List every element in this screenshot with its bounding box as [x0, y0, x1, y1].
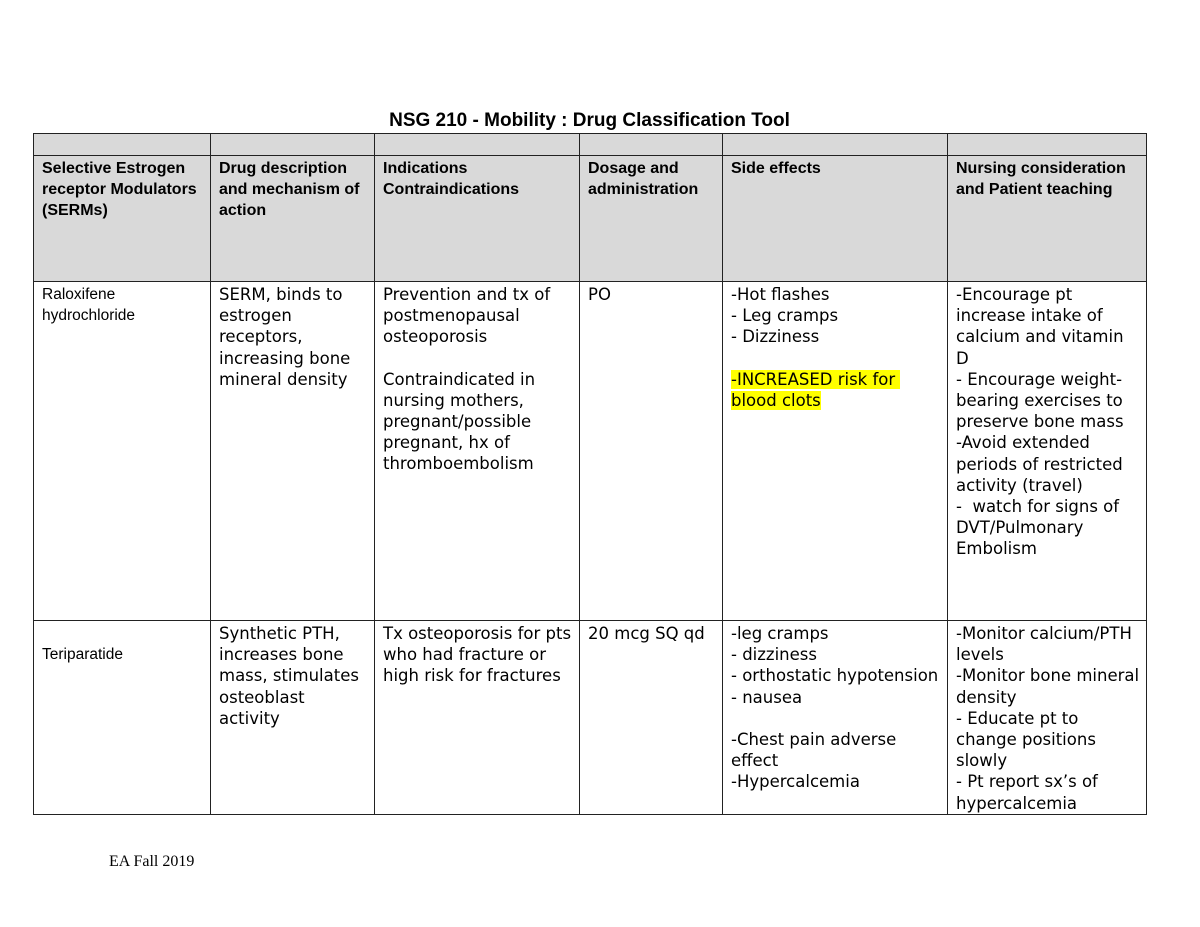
header-label: Drug description and mechanism of action [219, 160, 360, 219]
side-effects-text: -leg cramps - dizziness - orthostatic hypotension - nausea [731, 624, 939, 707]
side-effects-cell [723, 621, 948, 815]
header-cell-class [34, 156, 211, 282]
header-cell-dosage [580, 156, 723, 282]
blank-cell [580, 134, 723, 156]
nursing-cell [948, 282, 1147, 621]
drug-name-cell [34, 621, 211, 815]
blank-header-row [34, 134, 1147, 156]
header-label: Indications Contraindications [383, 160, 520, 198]
dosage-cell [580, 282, 723, 621]
drug-classification-table [33, 133, 1147, 815]
table-header-row [34, 156, 1147, 282]
side-effects-extra: -Chest pain adverse effect -Hypercalcemia [731, 729, 897, 792]
blank-cell [723, 134, 948, 156]
side-effects-warning [731, 369, 941, 411]
table-row [34, 282, 1147, 621]
highlighted-warning: -INCREASED risk for blood clots [731, 369, 901, 410]
side-effects-cell [723, 282, 948, 621]
header-label: Side effects [731, 160, 821, 177]
nursing-cell [948, 621, 1147, 815]
indications-text: Prevention and tx of postmenopausal osteoporosis [383, 285, 556, 347]
nursing-text: -Monitor calcium/PTH levels -Monitor bone mineral density - Educate pt to change positions slowly - Pt report sx’s of hypercalcemia [956, 624, 1140, 813]
side-effects-text: -Hot flashes - Leg cramps - Dizziness [731, 285, 839, 347]
header-label: Nursing consideration and Patient teaching [956, 160, 1126, 198]
header-cell-indications [375, 156, 580, 282]
header-label: Selective Estrogen receptor Modulators (SERMs) [42, 160, 197, 219]
drug-name: Raloxifene hydrochloride [42, 286, 136, 324]
blank-cell [948, 134, 1147, 156]
description-cell [211, 621, 375, 815]
dosage-text: 20 mcg SQ qd [588, 624, 705, 643]
indications-block [375, 282, 579, 475]
document-title: NSG 210 - Mobility : Drug Classification Tool [389, 110, 790, 131]
drug-description: Synthetic PTH, increases bone mass, stimulates osteoblast activity [219, 624, 365, 728]
table-row [34, 621, 1147, 815]
header-cell-nursing [948, 156, 1147, 282]
indications-cell [375, 621, 580, 815]
nursing-text: -Encourage pt increase intake of calcium and vitamin D - Encourage weight-bearing exercises to preserve bone mass -Avoid extended periods of restricted activity (travel) - watch for signs of DVT/Pulmonary Embolism [956, 285, 1124, 559]
header-label: Dosage and administration [588, 160, 699, 198]
contraindications-text: Contraindicated in nursing mothers, pregnant/possible pregnant, hx of thromboembolism [383, 369, 541, 474]
indications-cell [375, 282, 580, 621]
description-cell [211, 282, 375, 621]
dosage-cell [580, 621, 723, 815]
side-effects-block [723, 621, 947, 792]
blank-cell [375, 134, 580, 156]
indications-text: Tx osteoporosis for pts who had fracture or high risk for fractures [383, 624, 577, 686]
header-cell-side-effects [723, 156, 948, 282]
dosage-text: PO [588, 285, 611, 304]
header-cell-description [211, 156, 375, 282]
blank-cell [34, 134, 211, 156]
blank-cell [211, 134, 375, 156]
drug-description: SERM, binds to estrogen receptors, increasing bone mineral density [219, 285, 356, 389]
footer-text: EA Fall 2019 [109, 853, 195, 870]
side-effects-block [723, 282, 947, 411]
drug-name-cell [34, 282, 211, 621]
drug-name: Teriparatide [42, 646, 123, 663]
